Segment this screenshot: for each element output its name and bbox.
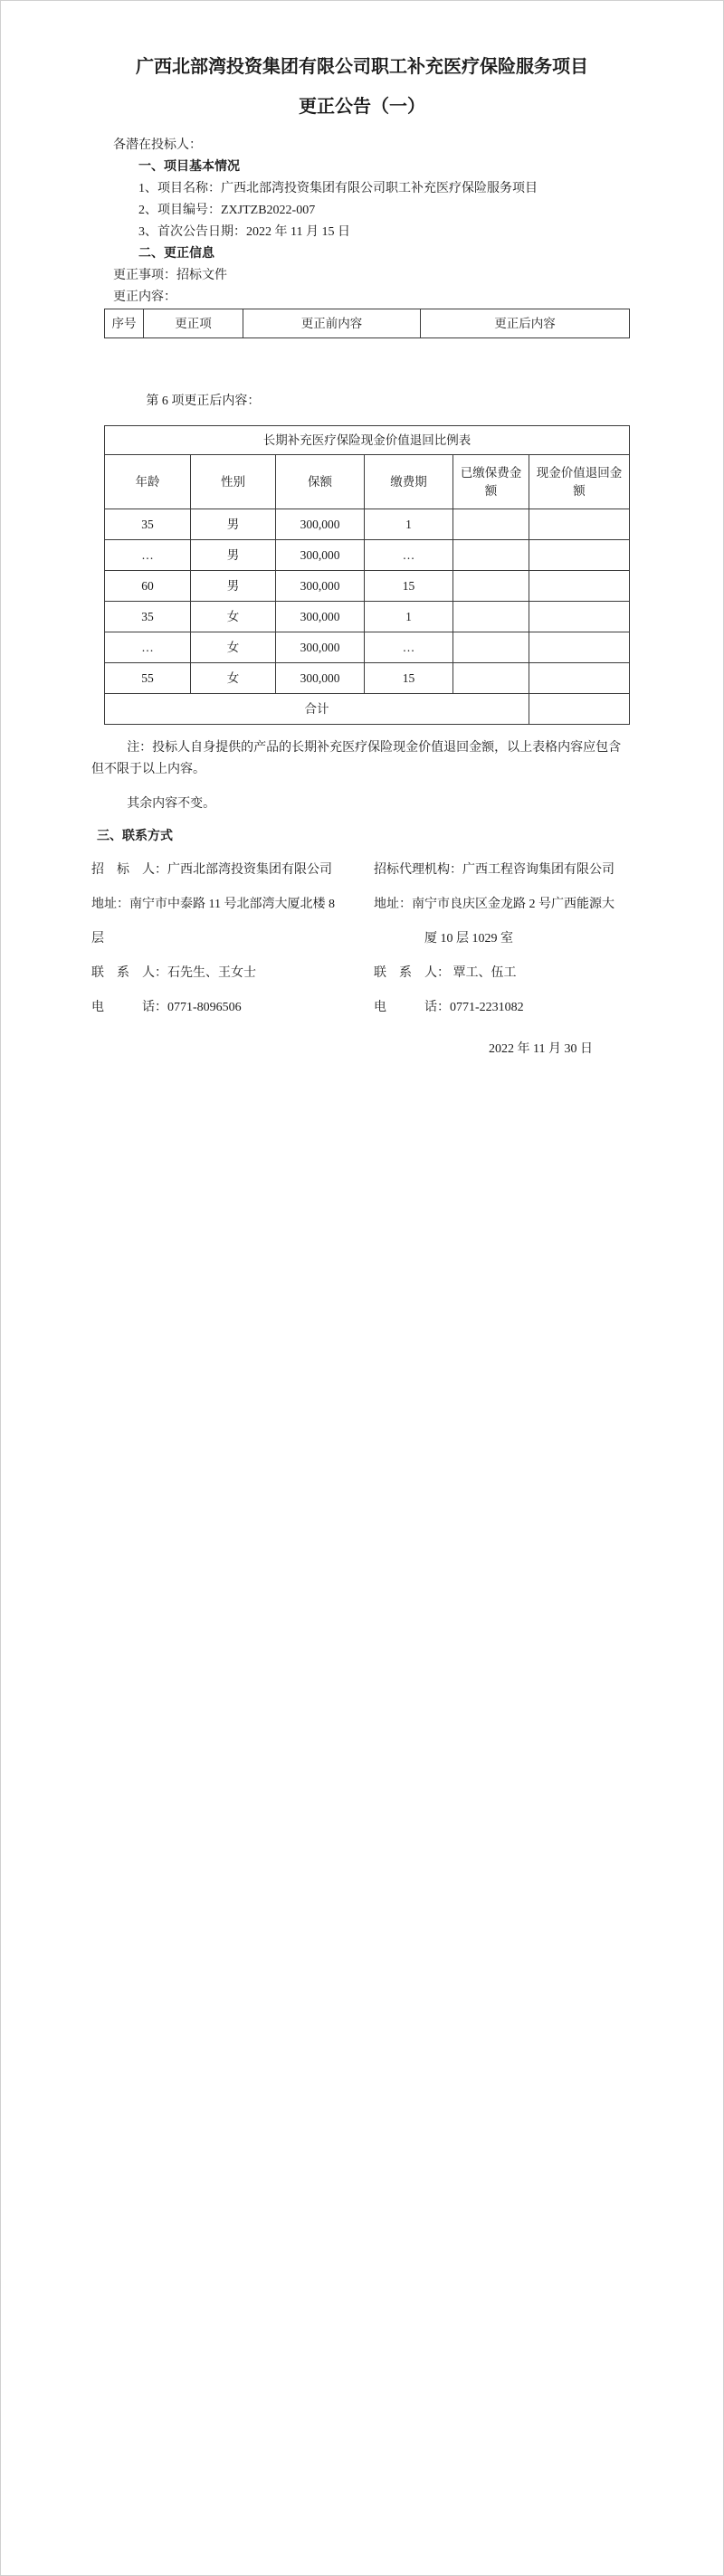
page-break-gap (91, 338, 633, 353)
data-cell: 男 (191, 540, 276, 571)
data-cell (529, 571, 630, 602)
table-note: 注：投标人自身提供的产品的长期补充医疗保险现金价值退回金额，以上表格内容应包含但不限于以上内容。 (91, 741, 622, 776)
data-cell: 15 (365, 663, 453, 694)
column-header: 年龄 (105, 455, 191, 509)
data-cell: 300,000 (276, 632, 365, 663)
contact-line: 厦 10 层 1029 室 (374, 932, 513, 946)
attachment-total-row (105, 694, 630, 725)
page-break-gap (91, 353, 633, 367)
attachment-data-row (105, 663, 630, 694)
section1-heading: 一、项目基本情况 (138, 160, 240, 174)
attachment-data-row (105, 632, 630, 663)
data-cell: 女 (191, 632, 276, 663)
contact-line: 地址：南宁市中泰路 11 号北部湾大厦北楼 8 (91, 898, 335, 911)
total-value-cell (529, 694, 630, 725)
rest-unchanged-note: 其余内容不变。 (127, 797, 216, 811)
data-cell: … (105, 540, 191, 571)
data-cell: 男 (191, 571, 276, 602)
page-title-line2: 更正公告（一） (299, 97, 425, 117)
column-header: 序号 (105, 309, 144, 338)
project-name-line: 1、项目名称：广西北部湾投资集团有限公司职工补充医疗保险服务项目 (138, 182, 538, 195)
data-cell: 55 (105, 663, 191, 694)
contact-line: 电 话：0771-8096506 (91, 1001, 242, 1014)
cash-value-return-table (104, 425, 630, 725)
contact-line: 电 话：0771-2231082 (374, 1001, 524, 1014)
column-header: 现金价值退回金额 (529, 455, 630, 509)
data-cell: 女 (191, 602, 276, 632)
data-cell: 300,000 (276, 663, 365, 694)
data-cell (453, 509, 529, 540)
attachment-data-row (105, 509, 630, 540)
data-cell: 300,000 (276, 602, 365, 632)
contact-line: 招 标 人：广西北部湾投资集团有限公司 (91, 863, 332, 877)
data-cell: 35 (105, 509, 191, 540)
attachment-table-title: 长期补充医疗保险现金价值退回比例表 (105, 426, 630, 455)
attachment-data-row (105, 571, 630, 602)
column-header: 更正后内容 (421, 309, 630, 338)
tenderer-contact-column (91, 853, 374, 1025)
data-cell (529, 663, 630, 694)
data-cell: 35 (105, 602, 191, 632)
table-header-row (105, 309, 630, 338)
data-cell (529, 509, 630, 540)
contact-line: 联 系 人： 覃工、伍工 (374, 966, 517, 980)
data-cell (529, 602, 630, 632)
data-cell: 300,000 (276, 571, 365, 602)
data-cell: 300,000 (276, 540, 365, 571)
correction-matter-line: 更正事项：招标文件 (113, 269, 227, 282)
data-cell: 60 (105, 571, 191, 602)
data-cell (453, 663, 529, 694)
data-cell: 1 (365, 602, 453, 632)
data-cell (453, 540, 529, 571)
contact-line: 联 系 人：石先生、王女士 (91, 966, 256, 980)
attachment-header-row (105, 455, 630, 509)
data-cell: … (105, 632, 191, 663)
column-header: 更正项 (144, 309, 243, 338)
data-cell: 15 (365, 571, 453, 602)
attachment-title-row (105, 426, 630, 455)
column-header: 缴费期 (365, 455, 453, 509)
total-label-cell: 合计 (105, 694, 529, 725)
column-header: 性别 (191, 455, 276, 509)
data-cell (453, 602, 529, 632)
correction-table-part-1 (104, 309, 630, 338)
column-header: 已缴保费金额 (453, 455, 529, 509)
page-title-line1: 广西北部湾投资集团有限公司职工补充医疗保险服务项目 (136, 57, 588, 77)
data-cell (453, 632, 529, 663)
attachment-data-row (105, 602, 630, 632)
data-cell (529, 632, 630, 663)
contact-block (91, 853, 633, 1025)
item6-after-content-label: 第 6 项更正后内容： (146, 394, 261, 408)
data-cell: 300,000 (276, 509, 365, 540)
data-cell: 女 (191, 663, 276, 694)
data-cell: 男 (191, 509, 276, 540)
attachment-data-row (105, 540, 630, 571)
project-number-line: 2、项目编号：ZXJTZB2022-007 (138, 204, 316, 217)
announcement-date: 2022 年 11 月 30 日 (489, 1042, 593, 1056)
column-header: 保额 (276, 455, 365, 509)
section2-heading: 二、更正信息 (138, 247, 214, 261)
data-cell (453, 571, 529, 602)
data-cell (529, 540, 630, 571)
first-announce-date-line: 3、首次公告日期：2022 年 11 月 15 日 (138, 225, 350, 239)
column-header: 更正前内容 (243, 309, 421, 338)
salutation: 各潜在投标人： (113, 138, 202, 152)
data-cell: … (365, 540, 453, 571)
section3-heading: 三、联系方式 (97, 830, 173, 843)
correction-content-line: 更正内容： (113, 290, 176, 304)
data-cell: 1 (365, 509, 453, 540)
agency-contact-column (374, 853, 633, 1025)
contact-line: 层 (91, 932, 104, 946)
contact-line: 地址：南宁市良庆区金龙路 2 号广西能源大 (374, 898, 614, 911)
contact-line: 招标代理机构：广西工程咨询集团有限公司 (374, 863, 614, 877)
data-cell: … (365, 632, 453, 663)
